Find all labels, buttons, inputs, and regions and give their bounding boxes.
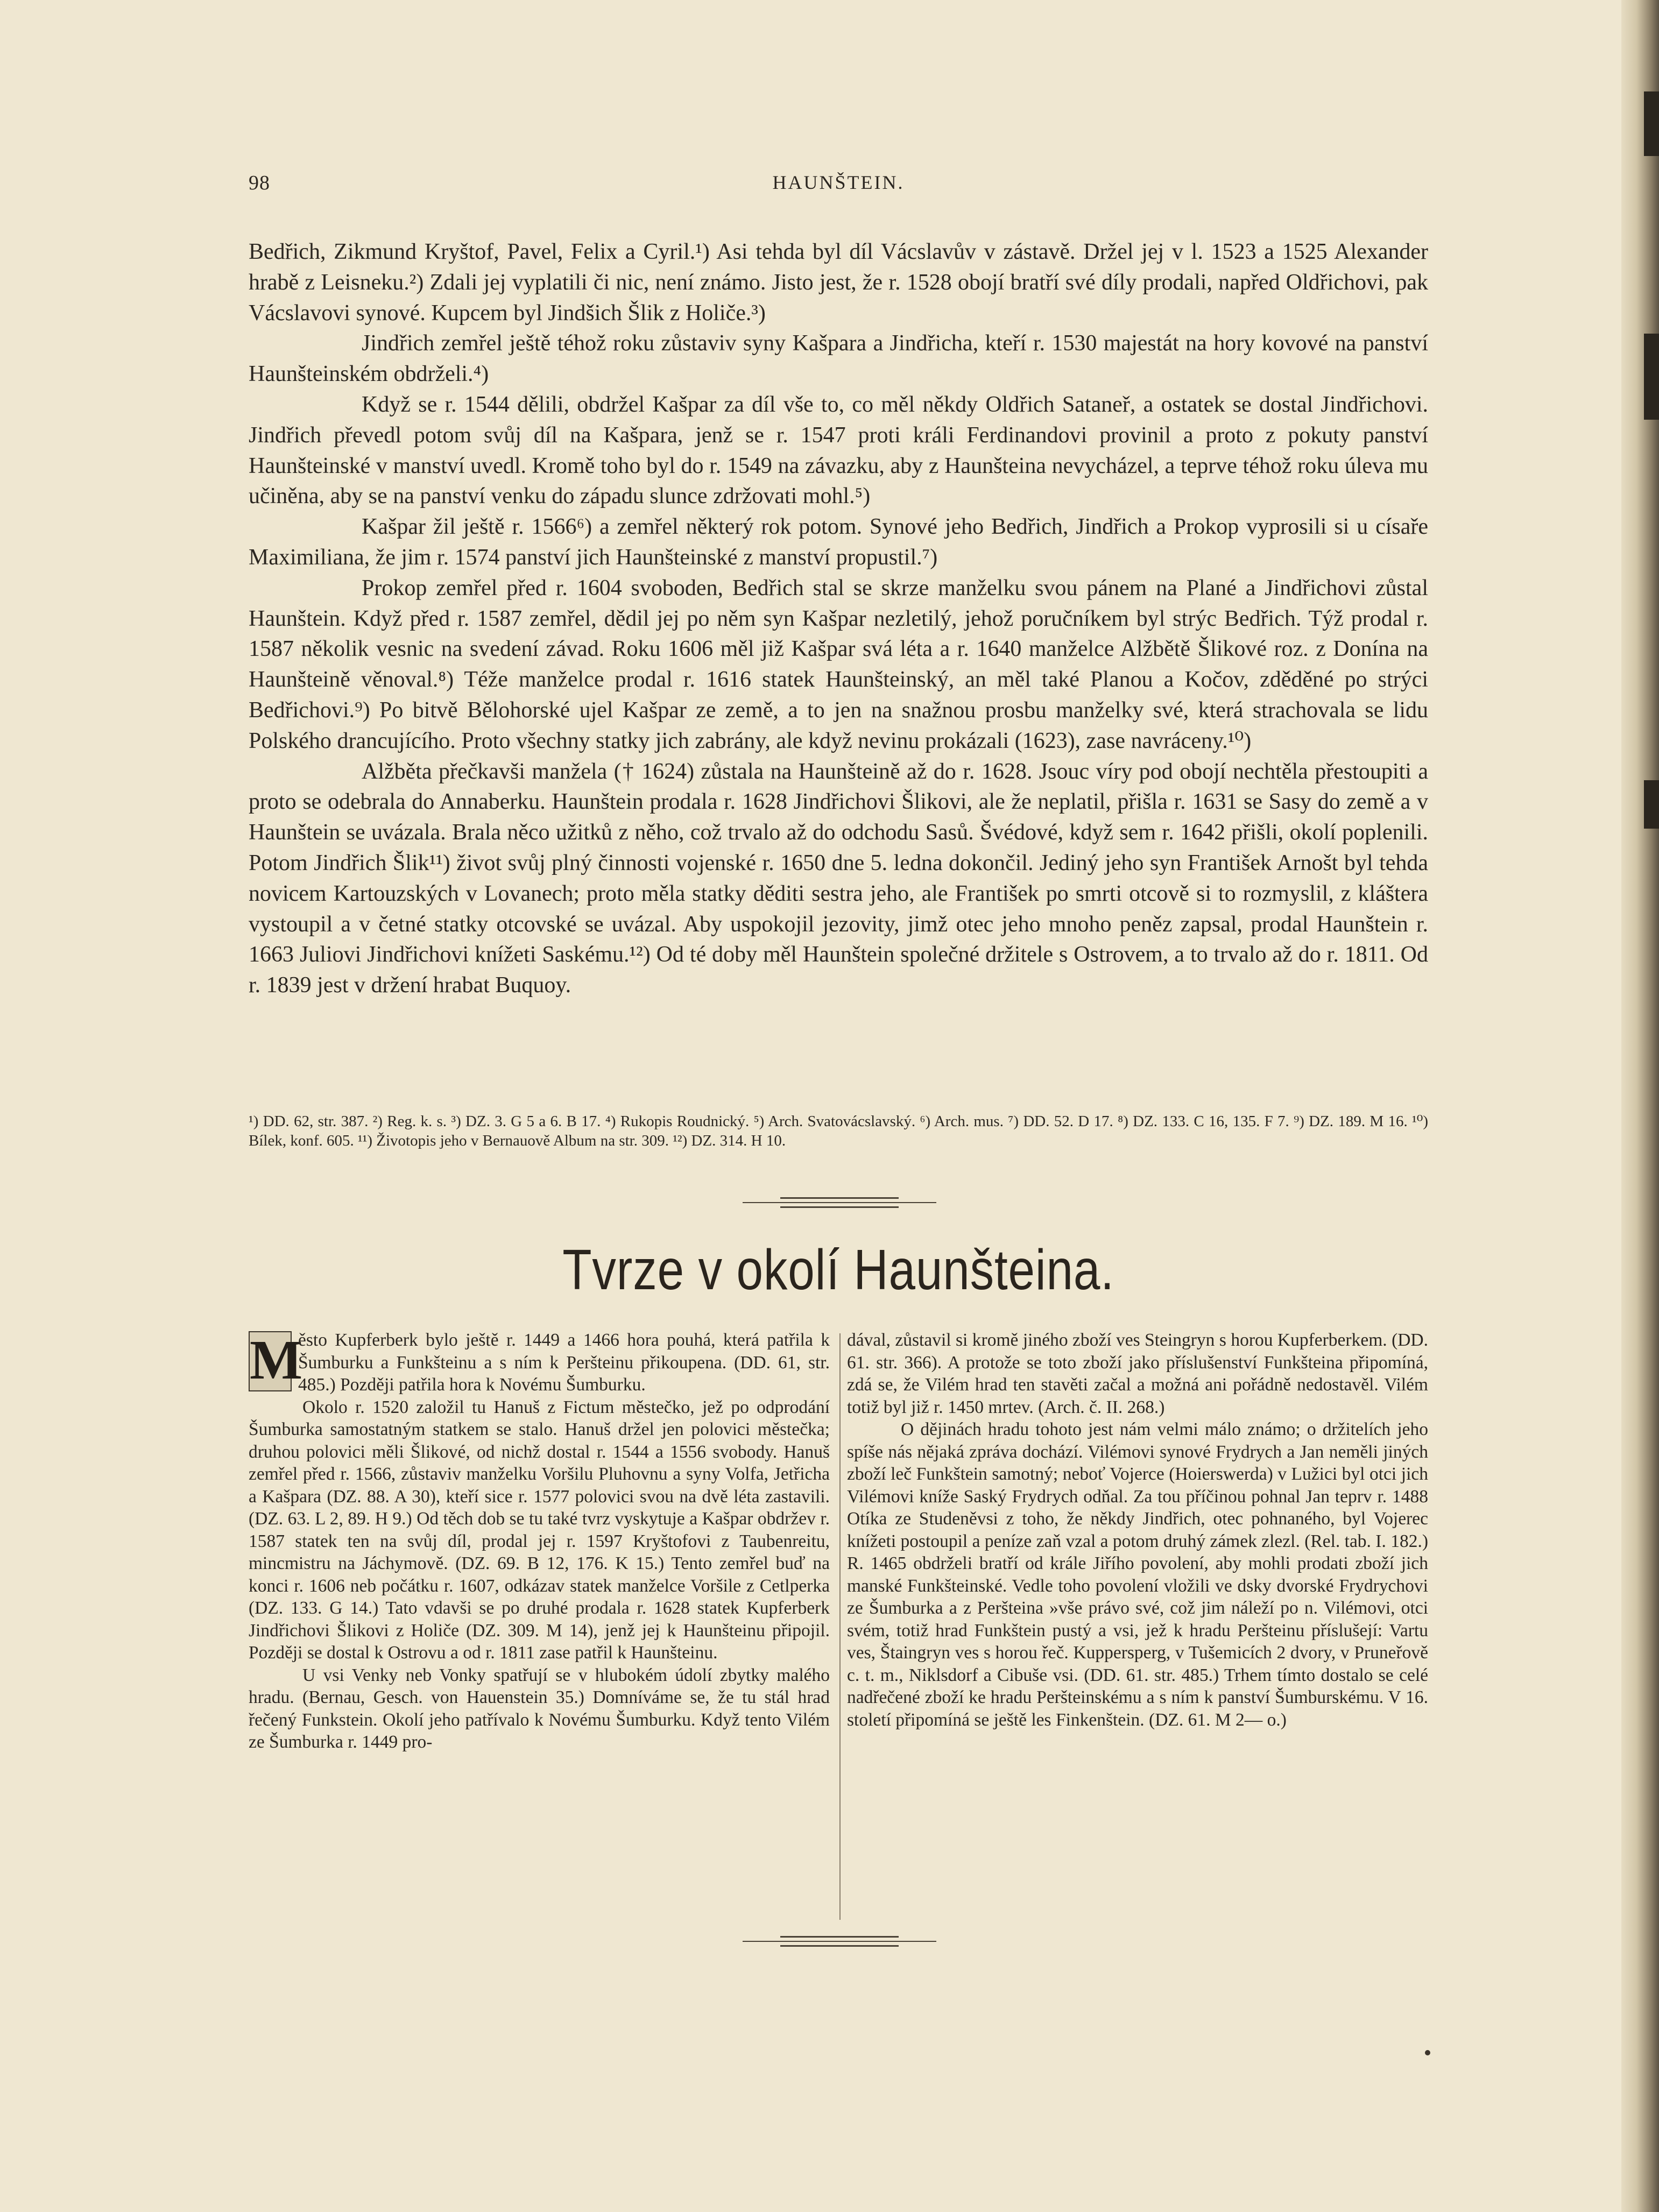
edge-mark xyxy=(1644,334,1659,420)
edge-mark xyxy=(1644,91,1659,156)
right-column xyxy=(847,1329,1428,1731)
edge-mark xyxy=(1644,780,1659,829)
paragraph: O dějinách hradu tohoto jest nám velmi málo známo; o držitelích jeho spíše nás nějaká zpráva dochází. Vilémovi synové Frydrych a Jan neměli jiných zboží leč Funkštein samotný; neboť Vojerce (Hoierswerda) v Lužici byl otci jich Vilémovi kníže Saský Frydrych odňal. Za tou příčinou pohnal Jan teprv r. 1488 Otíka ze Studeněvsi z toho, že někdy Jindřich, otec pohnaného, byl Vojerec knížeti postoupil a peníze zaň vzal a potom druhý zámek zlezl. (Rel. tab. I. 182.) R. 1465 obdrželi bratří od krále Jiřího povolení, aby mohli prodati zboží jich manské Funkšteinské. Vedle toho povolení vložili ve dsky dvorské Frydrychovi ze Šumburka a z Peršteina »vše právo své, což jim náleží po n. Vilémovi, otci svém, totiž hrad Funkštein pustý a vsi, jež k hradu Peršteinu příslušejí: Vartu ves, Štaingryn ves s horou řeč. Kuppersperg, v Tušemicích 2 dvory, v Pruneřově c. t. m., Niklsdorf a Cibuše vsi. (DD. 61. str. 485.) Trhem tímto dostalo se celé nadřečené zboží ke hradu Peršteinskému a s ním k panství Šumburskému. V 16. století připomíná se ještě les Finkenštein. (DZ. 61. M 2— o.) xyxy=(847,1419,1428,1730)
page-header xyxy=(249,171,1428,198)
section-title: Tvrze v okolí Haunšteina. xyxy=(562,1238,1114,1302)
paragraph xyxy=(249,1329,830,1396)
paragraph: U vsi Venky neb Vonky spatřují se v hlubokém údolí zbytky malého hradu. (Bernau, Gesch. von Hauenstein 35.) Domníváme se, že tu stál hrad řečený Funkstein. Okolí jeho patřívalo k Novému Šumburku. Když tento Vilém ze Šumburka r. 1449 pro- xyxy=(249,1665,830,1752)
paragraph: Okolo r. 1520 založil tu Hanuš z Fictum městečko, jež po odprodání Šumburka samostatným statkem se stalo. Hanuš držel jen polovici městečka; druhou polovici měli Šlikové, od nichž dostal r. 1544 a 1556 svobody. Hanuš zemřel před r. 1566, zůstaviv manželku Voršilu Pluhovnu a syny Volfa, Jetřicha a Kašpara (DZ. 88. A 30), kteří sice r. 1577 polovici svou na dvě léta zastavili. (DZ. 63. L 2, 89. H 9.) Od těch dob se tu také tvrz vyskytuje a Kašpar obdržev r. 1587 statek ten na svůj díl, prodal jej r. 1597 Kryštofovi z Taubenreitu, mincmistru na Jáchymově. (DZ. 69. B 12, 176. K 15.) Tento zemřel buď na konci r. 1606 neb počátku r. 1607, odkázav statek manželce Voršile z Cetlperka (DZ. 133. G 14.) Tato vdavši se po druhé prodala r. 1628 statek Kupferberk Jindřichovi Šlikovi z Holiče (DZ. 309. M 14), jenž jej k Haunšteinu připojil. Později se dostal k Ostrovu a od r. 1811 zase patřil k Haunšteinu. xyxy=(249,1397,830,1663)
paragraph: Bedřich, Zikmund Kryštof, Pavel, Felix a Cyril.¹) Asi tehda byl díl Vácslavův v zástavě. Držel jej v l. 1523 a 1525 Alexander hrabě z Leisneku.²) Zdali jej vyplatili či nic, není známo. Jisto jest, že r. 1528 obojí bratří své díly prodali, napřed Oldřichovi, pak Vácslavovi synové. Kupcem byl Jindšich Šlik z Holiče.³) xyxy=(249,239,1428,326)
footnotes xyxy=(249,1112,1428,1150)
end-ornament xyxy=(743,1936,936,1947)
footnote-text: ¹) DD. 62, str. 387. ²) Reg. k. s. ³) DZ. 3. G 5 a 6. B 17. ⁴) Rukopis Roudnický. ⁵) Arch. Svatovácslavský. ⁶) Arch. mus. ⁷) DD. 52. D 17. ⁸) DZ. 133. C 16, 135. F 7. ⁹) DZ. 189. M 16. ¹⁰) Bílek, konf. 605. ¹¹) Životopis jeho v Bernauově Album na str. 309. ¹²) DZ. 314. H 10. xyxy=(249,1113,1428,1149)
section-divider xyxy=(743,1197,936,1208)
paragraph: Když se r. 1544 dělili, obdržel Kašpar za díl vše to, co měl někdy Oldřich Sataneř, a ostatek se dostal Jindřichovi. Jindřich převedl potom svůj díl na Kašpara, jenž se r. 1547 proti králi Ferdinandovi provinil a proto z pokuty panství Haunšteinské v manství uvedl. Kromě toho byl do r. 1549 na závazku, aby z Haunšteina nevycházel, a teprve téhož roku úleva mu učiněna, aby se na panství venku do západu slunce zdržovati mohl.⁵) xyxy=(249,392,1428,509)
drop-cap: M xyxy=(250,1329,303,1391)
page-number: 98 xyxy=(249,172,270,194)
column-rule xyxy=(839,1333,841,1920)
speck xyxy=(1425,2050,1430,2055)
paragraph: Jindřich zemřel ještě téhož roku zůstaviv syny Kašpara a Jindřicha, kteří r. 1530 majestát na hory kovové na panství Haunšteinském obdrželi.⁴) xyxy=(249,331,1428,387)
main-text xyxy=(249,237,1428,1001)
left-column xyxy=(249,1329,830,1754)
paragraph: Alžběta přečkavši manžela († 1624) zůstala na Haunšteině až do r. 1628. Jsouc víry pod obojí nechtěla přestoupiti a proto se odebrala do Annaberku. Haunštein prodala r. 1628 Jindřichovi Šlikovi, ale že neplatil, přišla r. 1631 se Sasy do země a v Haunštein se uvázala. Brala něco užitků z něho, což trvalo až do odchodu Sasů. Švédové, když sem r. 1642 přišli, okolí poplenili. Potom Jindřich Šlik¹¹) život svůj plný činnosti vojenské r. 1650 dne 5. ledna dokončil. Jediný jeho syn František Arnošt byl tehda novicem Kartouzských v Lovanech; proto měla statky děditi sestra jeho, ale František po smrti otcově si to rozmyslil, z kláštera vystoupil a v četné statky otcovské se uvázal. Aby uspokojil jezovity, jimž otec jeho mnoho peněz zapsal, prodal Haunštein r. 1663 Juliovi Jindřichovi knížeti Saskému.¹²) Od té doby měl Haunštein společné držitele s Ostrovem, a to trvalo až do r. 1811. Od r. 1839 jest v držení hrabat Buquoy. xyxy=(249,759,1428,998)
paragraph: Kašpar žil ještě r. 1566⁶) a zemřel některý rok potom. Synové jeho Bedřich, Jindřich a Prokop vyprosili si u císaře Maximiliana, že jim r. 1574 panství jich Haunšteinské z manství propustil.⁷) xyxy=(249,514,1428,570)
paragraph: dával, zůstavil si kromě jiného zboží ves Steingryn s horou Kupferberkem. (DD. 61. str. 366). A protože se toto zboží jako příslušenství Funkšteina připomíná, zdá se, že Vilém hrad ten stavěti začal a možná ani pořádně nedostavěl. Vilém totiž byl již r. 1450 mrtev. (Arch. č. II. 268.) xyxy=(847,1330,1428,1417)
paragraph: Prokop zemřel před r. 1604 svoboden, Bedřich stal se skrze manželku svou pánem na Plané a Jindřichovi zůstal Haunštein. Když před r. 1587 zemřel, dědil jej po něm syn Kašpar nezletilý, jehož poručníkem byl strýc Bedřich. Týž prodal r. 1587 několik vesnic na svedení závad. Roku 1606 měl již Kašpar svá léta a r. 1640 manželce Alžbětě Šlikové roz. z Donína na Haunšteině věnoval.⁸) Téže manželce prodal r. 1616 statek Haunšteinský, an měl také Planou a Kočov, zděděné po strýci Bedřichovi.⁹) Po bitvě Bělohorské ujel Kašpar ze země, a to jen na snažnou prosbu manželky své, která strachovala se lidu Polského drancujícího. Proto všechny statky jich zabrány, ale když nevinu prokázali (1623), zase navráceny.¹⁰) xyxy=(249,575,1428,753)
paragraph-text: ěsto Kupferberk bylo ještě r. 1449 a 1466 hora pouhá, která patřila k Šumburku a Funkšteinu a s ním k Peršteinu přikoupena. (DD. 61, str. 485.) Později patřila hora k Novému Šumburku. xyxy=(298,1330,830,1395)
page-edge xyxy=(1621,0,1659,2212)
running-head: HAUNŠTEIN. xyxy=(772,172,905,193)
